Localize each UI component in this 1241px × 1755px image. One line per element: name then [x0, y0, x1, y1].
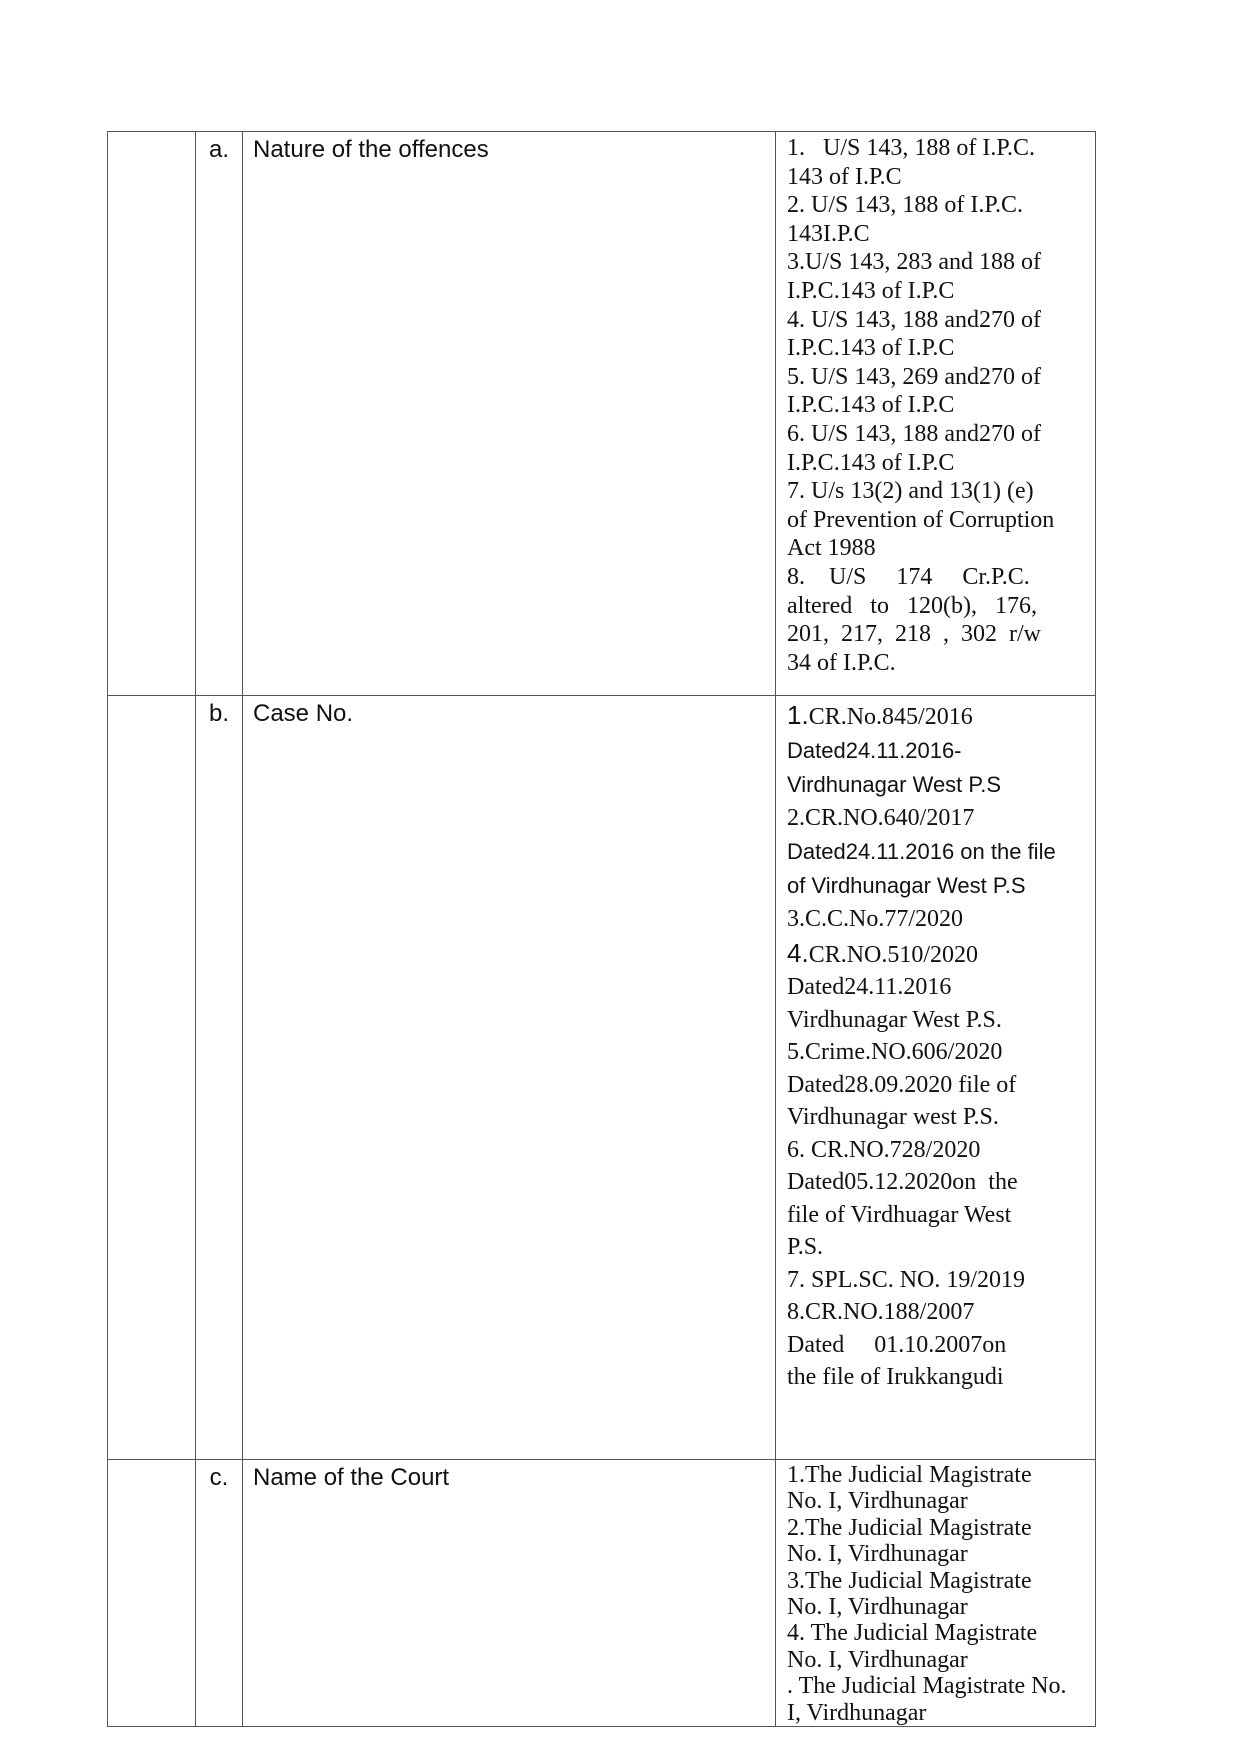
- list-item: 143 of I.P.C: [787, 163, 902, 190]
- row-letter: c.: [196, 1460, 243, 1727]
- list-item: 8. U/S 174 Cr.P.C.: [787, 563, 1030, 590]
- list-item: Virdhunagar West P.S.: [787, 1006, 1002, 1033]
- list-item: altered to 120(b), 176,: [787, 592, 1037, 619]
- list-item: 3.C.C.No.77/2020: [787, 906, 964, 933]
- list-item: Dated24.11.2016-: [787, 737, 962, 763]
- list-item: I, Virdhunagar: [787, 1699, 927, 1726]
- list-item: No. I, Virdhunagar: [787, 1488, 968, 1515]
- list-item: 4. U/S 143, 188 and270 of: [787, 306, 1041, 333]
- list-item: 1.The Judicial Magistrate: [787, 1462, 1032, 1488]
- row-name-of-court: [108, 1460, 1096, 1727]
- list-item: Dated24.11.2016 on the file: [787, 838, 1056, 864]
- list-item: 4. The Judicial Magistrate: [787, 1620, 1038, 1647]
- list-item: 5.Crime.NO.606/2020: [787, 1039, 1003, 1066]
- row-label-cell: [243, 132, 776, 696]
- row-label: Nature of the offences: [253, 136, 489, 163]
- list-item: file of Virdhuagar West: [787, 1201, 1012, 1228]
- offences-table: [107, 131, 1096, 1727]
- list-item: 7. SPL.SC. NO. 19/2019: [787, 1266, 1026, 1293]
- list-item: Virdhunagar west P.S.: [787, 1104, 999, 1131]
- list-item: I.P.C.143 of I.P.C: [787, 335, 955, 362]
- serial-cell: [108, 696, 196, 1460]
- list-item: 143I.P.C: [787, 220, 870, 247]
- list-item: 7. U/s 13(2) and 13(1) (e): [787, 478, 1034, 505]
- list-item: I.P.C.143 of I.P.C: [787, 277, 955, 304]
- list-item: Dated 01.10.2007on: [787, 1331, 1007, 1358]
- list-item: of Virdhunagar West P.S: [787, 872, 1026, 898]
- row-value-cell: [776, 696, 1096, 1460]
- row-letter: a.: [196, 132, 243, 696]
- serial-cell: [108, 1460, 196, 1727]
- list-item: . The Judicial Magistrate No.: [787, 1673, 1067, 1700]
- row-value-cell: [776, 132, 1096, 696]
- serial-cell: [108, 132, 196, 696]
- list-item: 3.The Judicial Magistrate: [787, 1567, 1032, 1594]
- row-value-cell: [776, 1460, 1096, 1727]
- list-item: 3.U/S 143, 283 and 188 of: [787, 249, 1041, 276]
- list-item: No. I, Virdhunagar: [787, 1594, 968, 1621]
- list-item: No. I, Virdhunagar: [787, 1541, 968, 1568]
- case-list: [776, 696, 1095, 1394]
- list-item: 201, 217, 218 , 302 r/w: [787, 621, 1041, 648]
- row-label: Case No.: [253, 700, 354, 727]
- row-letter: b.: [196, 696, 243, 1460]
- list-item: I.P.C.143 of I.P.C: [787, 449, 955, 476]
- list-item: No. I, Virdhunagar: [787, 1646, 968, 1673]
- list-item: Dated24.11.2016: [787, 974, 952, 1001]
- list-item: of Prevention of Corruption: [787, 506, 1055, 533]
- list-item: 5. U/S 143, 269 and270 of: [787, 363, 1041, 390]
- list-item: P.S.: [787, 1234, 824, 1261]
- row-label: Name of the Court: [253, 1464, 450, 1491]
- list-item: 1.CR.No.845/2016: [787, 700, 973, 730]
- list-item: Dated28.09.2020 file of: [787, 1071, 1017, 1098]
- list-item: I.P.C.143 of I.P.C: [787, 392, 955, 419]
- row-case-no: [108, 696, 1096, 1460]
- list-item: 6. U/S 143, 188 and270 of: [787, 420, 1041, 447]
- list-item: Virdhunagar West P.S: [787, 771, 1002, 797]
- list-item: 2.CR.NO.640/2017: [787, 805, 975, 832]
- court-list: [776, 1460, 1095, 1726]
- row-label-cell: [243, 696, 776, 1460]
- offences-list: [776, 132, 1095, 677]
- list-item: 8.CR.NO.188/2007: [787, 1299, 975, 1326]
- list-item: Dated05.12.2020on the: [787, 1169, 1018, 1196]
- row-label-cell: [243, 1460, 776, 1727]
- list-item: 34 of I.P.C.: [787, 649, 896, 676]
- list-item: 6. CR.NO.728/2020: [787, 1136, 981, 1163]
- list-item: 4.CR.NO.510/2020: [787, 937, 979, 968]
- list-item: 2.The Judicial Magistrate: [787, 1514, 1032, 1541]
- list-item: 1. U/S 143, 188 of I.P.C.: [787, 135, 1036, 161]
- list-item: Act 1988: [787, 535, 876, 562]
- list-item: the file of Irukkangudi: [787, 1364, 1004, 1391]
- row-nature-of-offences: [108, 132, 1096, 696]
- list-item: 2. U/S 143, 188 of I.P.C.: [787, 192, 1024, 219]
